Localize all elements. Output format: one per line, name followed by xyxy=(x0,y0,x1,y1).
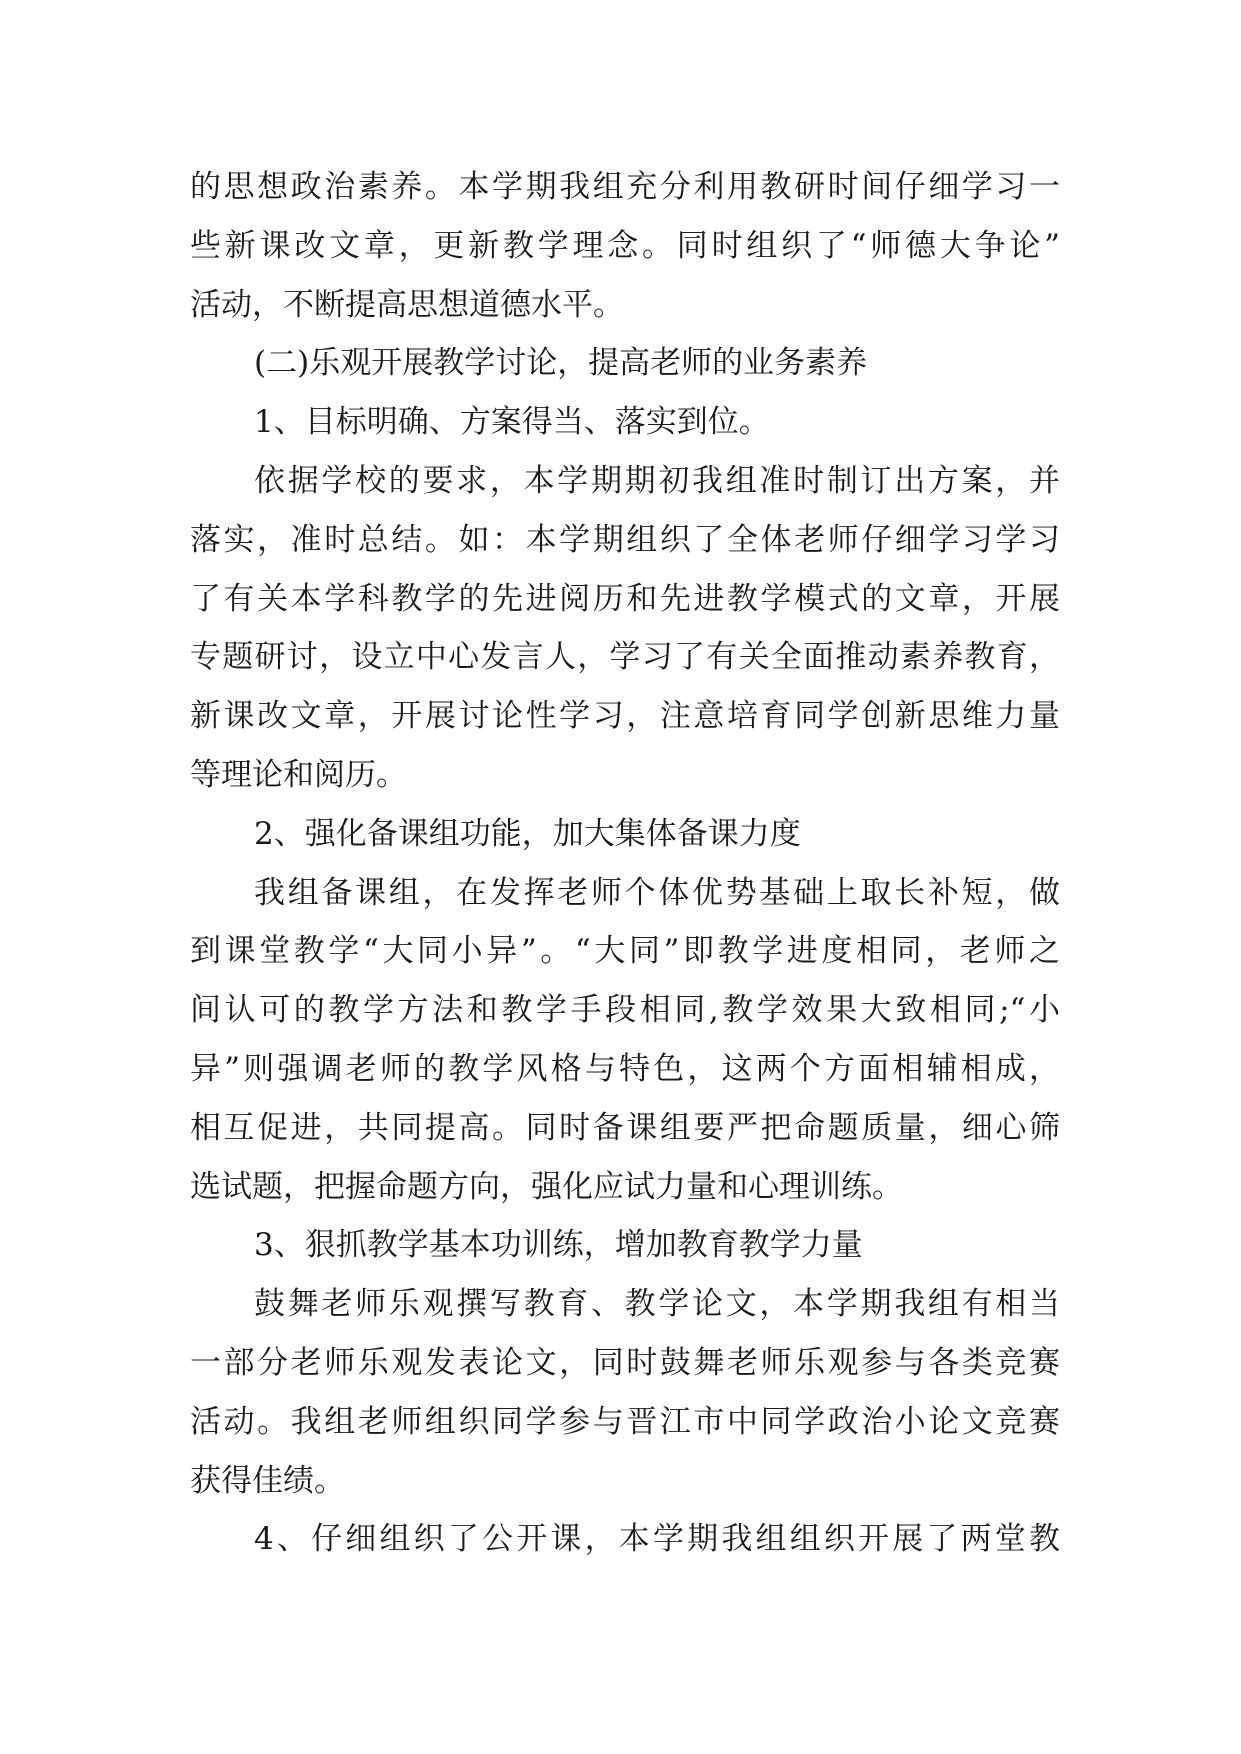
section-heading-2: (二)乐观开展教学讨论，提高老师的业务素养 xyxy=(254,345,868,382)
text-line-9: 专题研讨，设立中心发言人，学习了有关全面推动素养教育， xyxy=(190,639,1060,676)
text-line-3: 活动，不断提高思想道德水平。 xyxy=(190,286,624,323)
text-line-22: 活动。我组老师组织同学参与晋江市中同学政治小论文竞赛 xyxy=(190,1403,1060,1440)
subheading-4: 4、仔细组织了公开课，本学期我组组织开展了两堂教 xyxy=(254,1521,1060,1558)
text-line-10: 新课改文章，开展讨论性学习，注意培育同学创新思维力量 xyxy=(190,698,1060,735)
subheading-1: 1、目标明确、方案得当、落实到位。 xyxy=(254,404,770,441)
text-line-17: 相互促进，共同提高。同时备课组要严把命题质量，细心筛 xyxy=(190,1109,1060,1146)
text-line-21: 一部分老师乐观发表论文，同时鼓舞老师乐观参与各类竞赛 xyxy=(190,1344,1060,1381)
text-line-20: 鼓舞老师乐观撰写教育、教学论文，本学期我组有相当 xyxy=(254,1286,1060,1323)
text-line-16: 异”则强调老师的教学风格与特色，这两个方面相辅相成， xyxy=(190,1050,1060,1087)
text-line-11: 等理论和阅历。 xyxy=(190,756,407,793)
text-line-1: 的思想政治素养。本学期我组充分利用教研时间仔细学习一 xyxy=(190,169,1060,205)
text-line-15: 间认可的教学方法和教学手段相同,教学效果大致相同;“小 xyxy=(190,992,1060,1029)
text-line-18: 选试题，把握命题方向，强化应试力量和心理训练。 xyxy=(190,1168,903,1205)
body-text xyxy=(190,158,1060,1569)
text-line-8: 了有关本学科教学的先进阅历和先进教学模式的文章，开展 xyxy=(190,580,1060,617)
text-line-14: 到课堂教学“大同小异”。“大同”即教学进度相同，老师之 xyxy=(190,933,1060,970)
text-line-6: 依据学校的要求，本学期期初我组准时制订出方案，并 xyxy=(254,462,1060,499)
subheading-3: 3、狠抓教学基本功训练，增加教育教学力量 xyxy=(254,1227,863,1264)
text-line-7: 落实，准时总结。如：本学期组织了全体老师仔细学习学习 xyxy=(190,521,1060,558)
subheading-2: 2、强化备课组功能，加大集体备课力度 xyxy=(254,815,801,852)
text-line-23: 获得佳绩。 xyxy=(190,1462,345,1499)
text-line-2: 些新课改文章，更新教学理念。同时组织了“师德大争论” xyxy=(190,227,1060,264)
text-line-13: 我组备课组，在发挥老师个体优势基础上取长补短，做 xyxy=(254,874,1060,911)
